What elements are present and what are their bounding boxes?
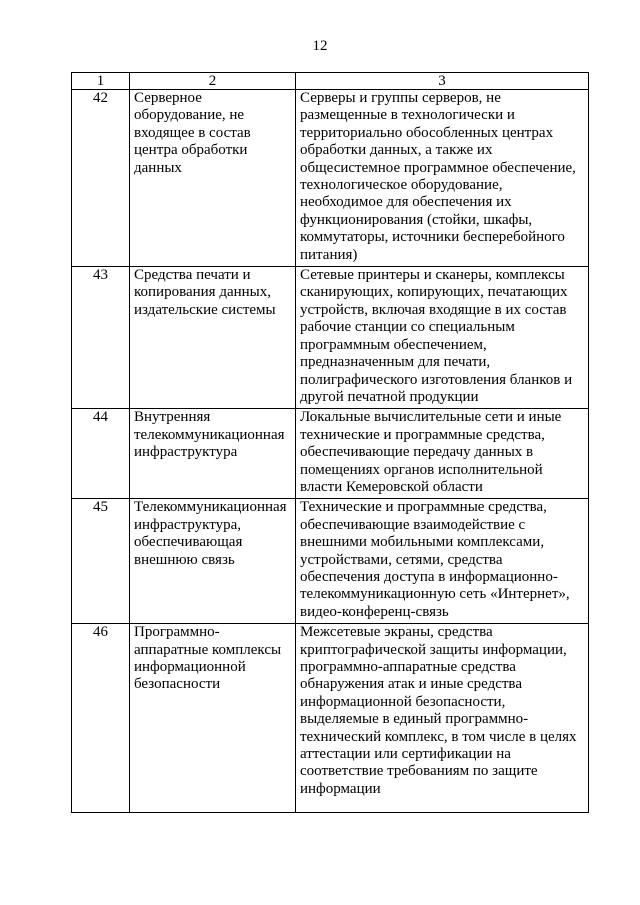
row-name: Средства печати и копирования данных, издательские системы: [130, 267, 296, 409]
table-row: [72, 409, 589, 499]
row-number: 42: [72, 90, 130, 267]
row-name: Внутренняя телекоммуникационная инфраструктура: [130, 409, 296, 499]
table-row: [72, 624, 589, 813]
table-header: [72, 73, 589, 90]
row-description: Межсетевые экраны, средства криптографической защиты информации, программно-аппаратные средства обнаружения атак и иные средства информационной безопасности, выделяемые в единый программно-технический комплекс, в том числе в целях аттестации или сертификации на соответствие требованиям по защите информации: [296, 624, 589, 813]
table-header-row: [72, 73, 589, 90]
table-body: [72, 90, 589, 813]
row-description: Сетевые принтеры и сканеры, комплексы сканирующих, копирующих, печатающих устройств, включая входящие в их состав рабочие станции со специальным программным обеспечением, предназначенным для печати, полиграфического изготовления бланков и другой печатной продукции: [296, 267, 589, 409]
column-header-description: 3: [296, 73, 589, 90]
row-description: Серверы и группы серверов, не размещенные в технологически и территориально обособленных центрах обработки данных, а также их общесистемное программное обеспечение, технологическое оборудование, необходимое для обеспечения их функционирования (стойки, шкафы, коммутаторы, источники бесперебойного питания): [296, 90, 589, 267]
row-number: 43: [72, 267, 130, 409]
row-number: 44: [72, 409, 130, 499]
row-description: Технические и программные средства, обеспечивающие взаимодействие с внешними мобильными комплексами, устройствами, сетями, средства обеспечения доступа в информационно-телекоммуникационную сеть «Интернет», видео-конференц-связь: [296, 499, 589, 624]
table-row: [72, 90, 589, 267]
row-number: 46: [72, 624, 130, 813]
row-description: Локальные вычислительные сети и иные технические и программные средства, обеспечивающие передачу данных в помещениях органов исполнительной власти Кемеровской области: [296, 409, 589, 499]
table-row: [72, 499, 589, 624]
row-name: Программно-аппаратные комплексы информационной безопасности: [130, 624, 296, 813]
row-name: Серверное оборудование, не входящее в состав центра обработки данных: [130, 90, 296, 267]
row-name: Телекоммуникационная инфраструктура, обеспечивающая внешнюю связь: [130, 499, 296, 624]
column-header-number: 1: [72, 73, 130, 90]
registry-table: [71, 72, 589, 813]
table-row: [72, 267, 589, 409]
row-number: 45: [72, 499, 130, 624]
column-header-name: 2: [130, 73, 296, 90]
page-number: 12: [312, 38, 328, 54]
